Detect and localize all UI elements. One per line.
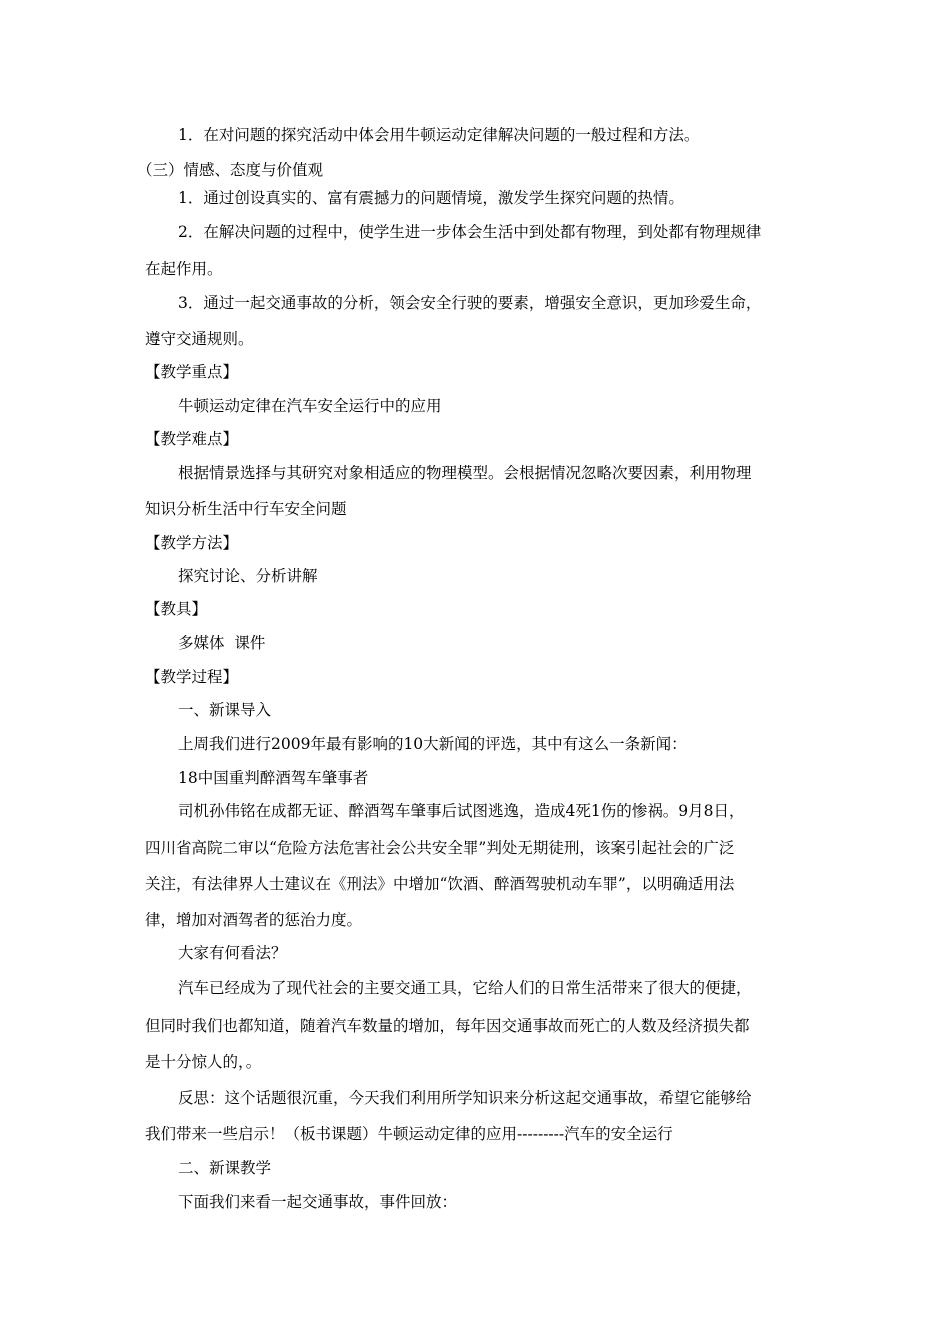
car-paragraph-line-2: 但同时我们也都知道，随着汽车数量的增加，每年因交通事故而死亡的人数及经济损失都 — [145, 1017, 750, 1035]
teaching-method-text: 探究讨论、分析讲解 — [178, 567, 318, 585]
section-new-lesson-teaching: 二、新课教学 — [178, 1159, 272, 1177]
attitude-item-1: 1．通过创设真实的、富有震撼力的问题情境，激发学生探究问题的热情。 — [178, 189, 684, 207]
heading-teaching-process: 【教学过程】 — [145, 668, 239, 686]
objective-process-item: 1．在对问题的探究活动中体会用牛顿运动定律解决问题的一般过程和方法。 — [178, 126, 700, 144]
attitude-item-2-line-2: 在起作用。 — [145, 260, 223, 278]
news-paragraph-line-1: 司机孙伟铭在成都无证、醉酒驾车肇事后试图逃逸，造成4死1伤的惨祸。9月8日， — [178, 802, 745, 820]
teaching-focus-text: 牛顿运动定律在汽车安全运行中的应用 — [178, 397, 442, 415]
car-paragraph-line-1: 汽车已经成为了现代社会的主要交通工具，它给人们的日常生活带来了很大的便捷， — [178, 979, 752, 997]
heading-teaching-focus: 【教学重点】 — [145, 363, 239, 381]
intro-paragraph: 上周我们进行2009年最有影响的10大新闻的评选，其中有这么一条新闻： — [178, 735, 687, 753]
teaching-difficulty-line-2: 知识分析生活中行车安全问题 — [145, 500, 347, 518]
attitude-item-3-line-1: 3．通过一起交通事故的分析，领会安全行驶的要素，增强安全意识，更加珍爱生命， — [178, 294, 762, 312]
discussion-question: 大家有何看法？ — [178, 944, 287, 962]
car-paragraph-line-3: 是十分惊人的，。 — [145, 1053, 262, 1071]
heading-teaching-difficulty: 【教学难点】 — [145, 430, 239, 448]
teaching-aids-text: 多媒体 课件 — [178, 634, 266, 652]
attitude-item-3-line-2: 遵守交通规则。 — [145, 330, 254, 348]
reflection-line-2: 我们带来一些启示！（板书课题）牛顿运动定律的应用---------汽车的安全运行 — [145, 1125, 673, 1143]
news-paragraph-line-3: 关注，有法律界人士建议在《刑法》中增加“饮酒、醉酒驾驶机动车罪”，以明确适用法 — [145, 875, 735, 893]
news-paragraph-line-2: 四川省高院二审以“危险方法危害社会公共安全罪”判处无期徒刑，该案引起社会的广泛 — [145, 839, 735, 857]
accident-replay-intro: 下面我们来看一起交通事故，事件回放： — [178, 1193, 458, 1211]
heading-teaching-aids: 【教具】 — [145, 600, 208, 618]
teaching-difficulty-line-1: 根据情景选择与其研究对象相适应的物理模型。会根据情况忽略次要因素，利用物理 — [178, 464, 752, 482]
attitude-item-2-line-1: 2．在解决问题的过程中，使学生进一步体会生活中到处都有物理，到处都有物理规律 — [178, 223, 762, 241]
reflection-line-1: 反思：这个话题很沉重，今天我们利用所学知识来分析这起交通事故，希望它能够给 — [178, 1089, 752, 1107]
news-headline: 18中国重判醉酒驾车肇事者 — [178, 769, 369, 787]
section-new-lesson-intro: 一、新课导入 — [178, 701, 272, 719]
section-heading-attitude: （三）情感、态度与价值观 — [137, 161, 324, 179]
heading-teaching-method: 【教学方法】 — [145, 534, 239, 552]
news-paragraph-line-4: 律，增加对酒驾者的惩治力度。 — [145, 911, 363, 929]
